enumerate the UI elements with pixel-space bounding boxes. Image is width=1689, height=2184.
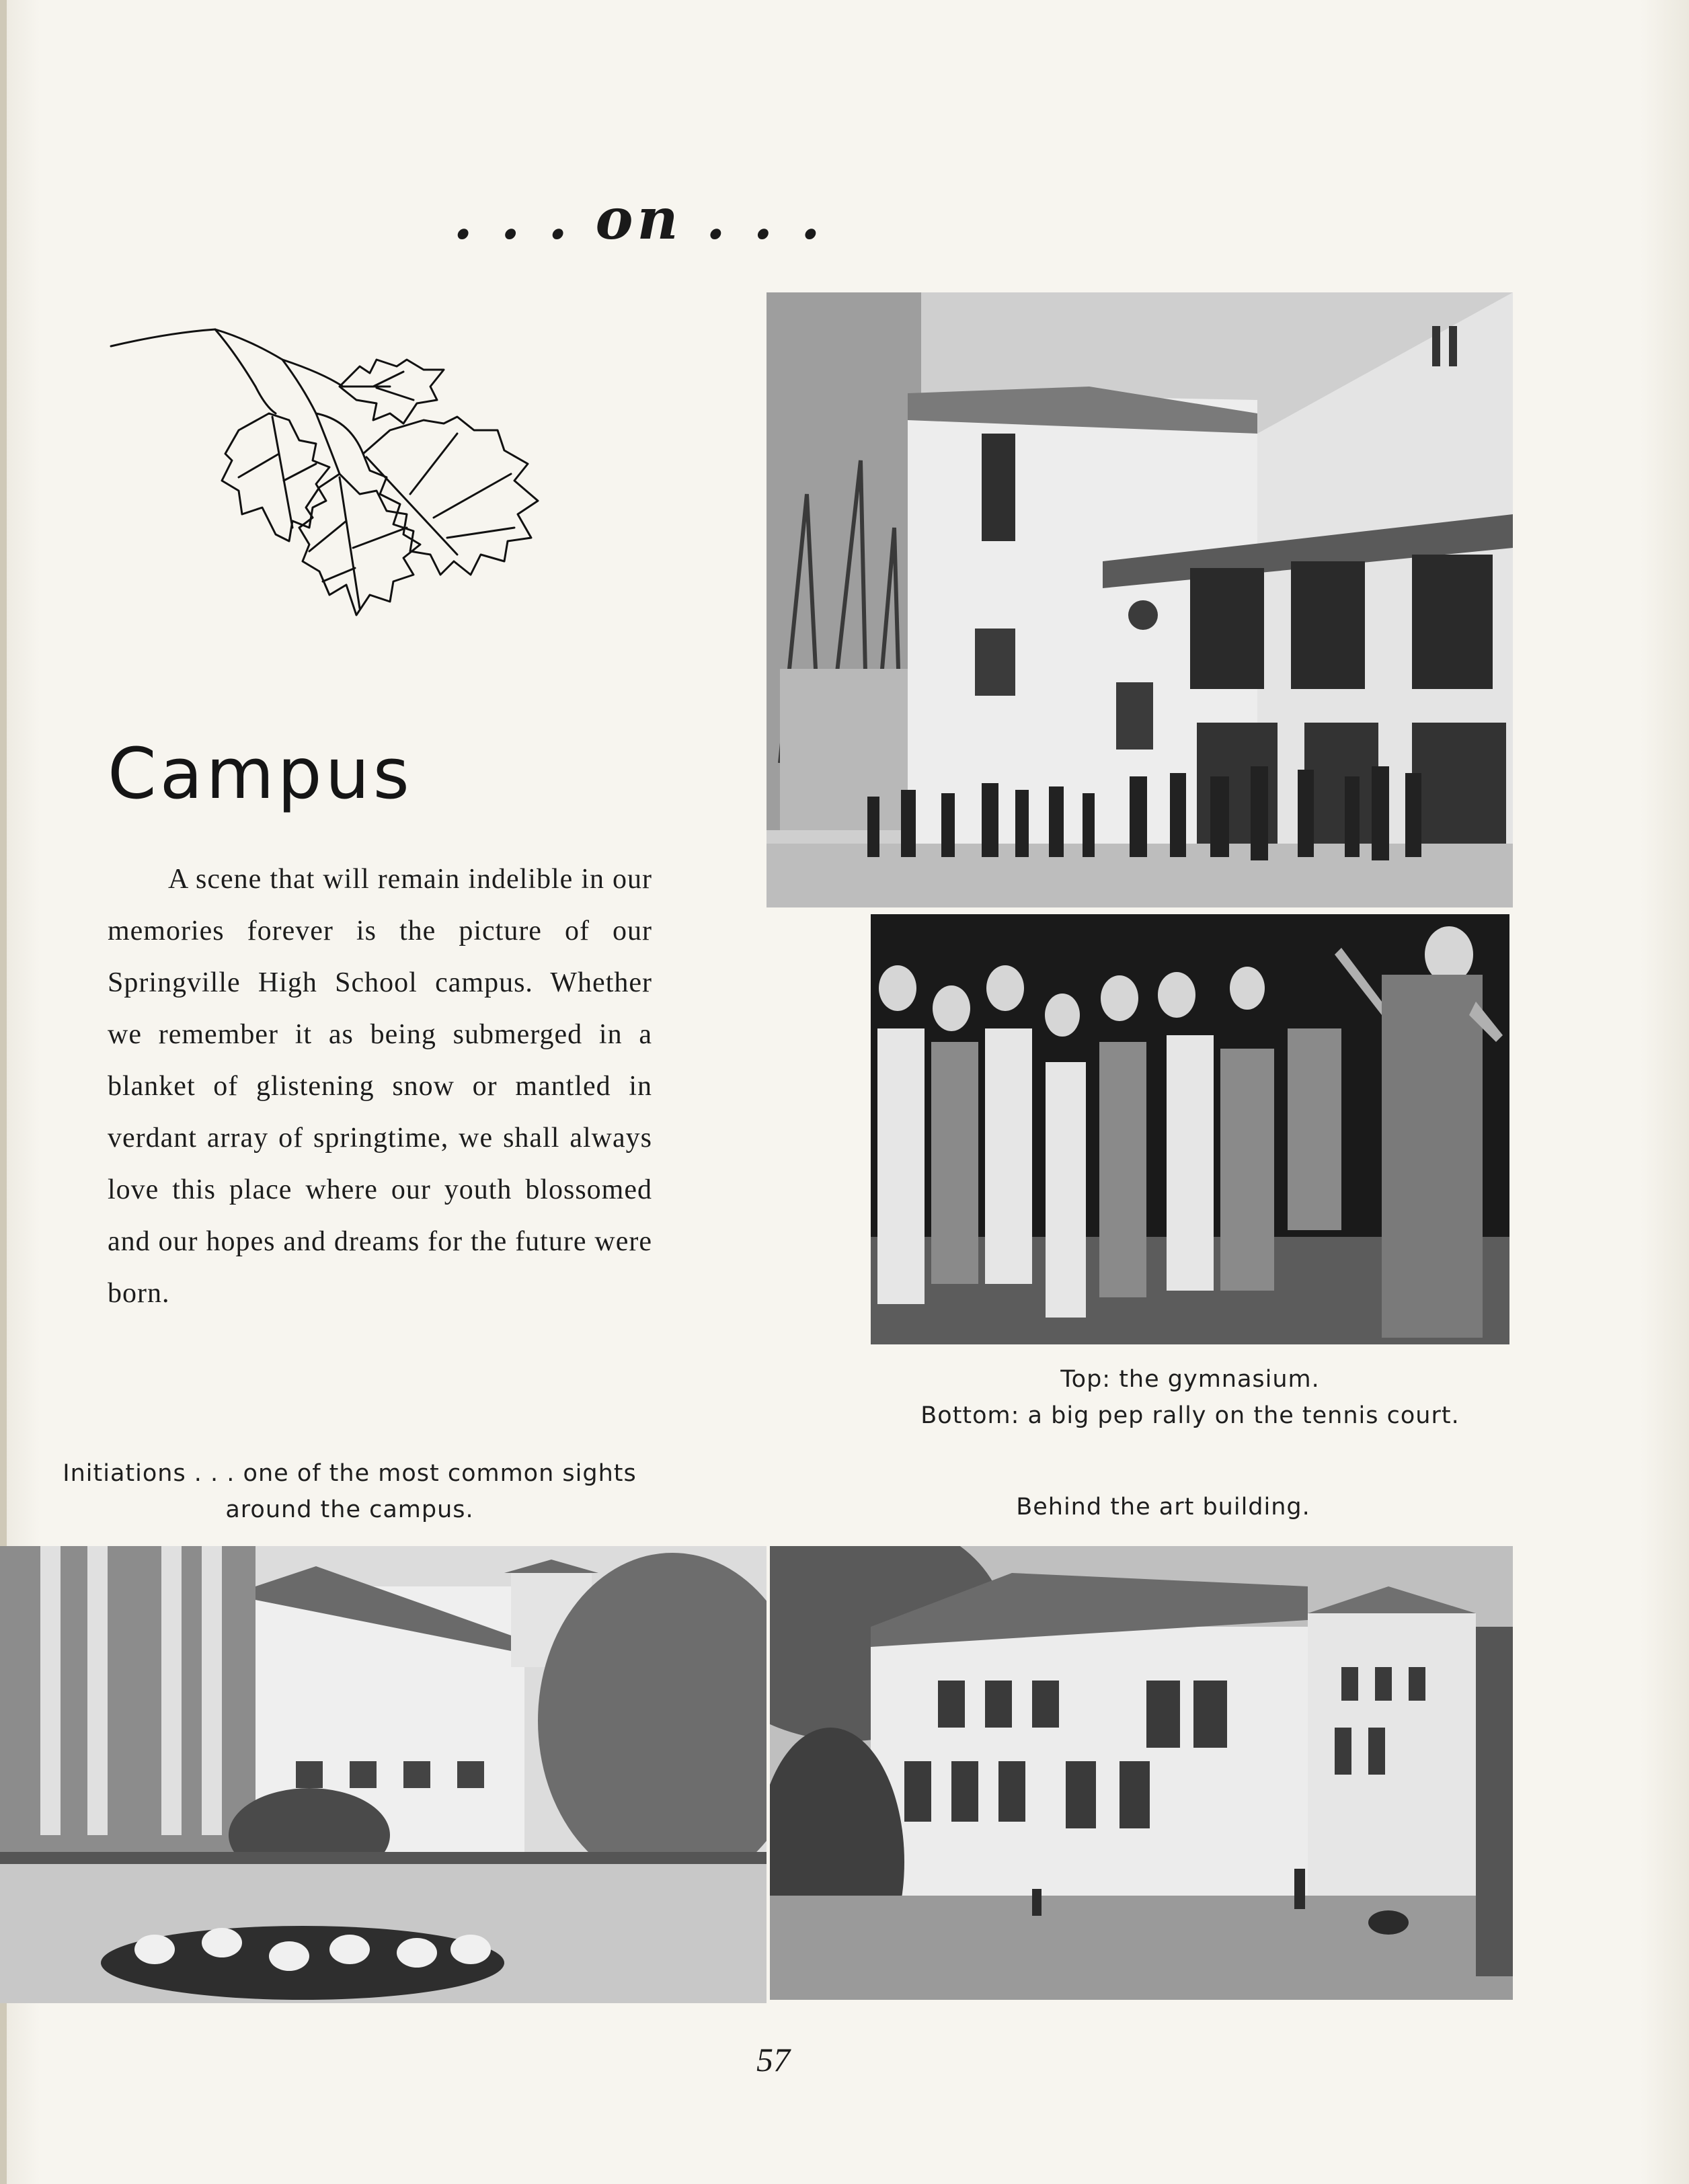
caption-line-bottom: Bottom: a big pep rally on the tennis court. [920,1402,1460,1429]
caption-line-top: Top: the gymnasium. [1060,1366,1320,1393]
pep-rally-photo [871,914,1509,1344]
section-body-text: A scene that will remain indelible in our memories forever is the picture of our Springville High School campus. Whether we remember it as being submerged in a blanket of glistening snow or mantled in verdant array of springtime, we shall always love this place where our youth blossomed and our hopes and dreams for the future were born. [108,864,652,1309]
page-heading: . . . on . . . [453,185,825,252]
gym-rally-caption [867,1361,1513,1434]
initiations-caption [27,1455,672,1528]
art-building-caption: Behind the art building. [1016,1494,1310,1521]
initiations-photo [0,1546,767,2003]
initiations-caption-line2: around the campus. [225,1496,474,1523]
initiations-caption-line1: Initiations . . . one of the most common sights [63,1460,637,1487]
section-title: Campus [108,733,413,815]
page-number: 57 [756,2041,790,2078]
art-building-photo [770,1546,1513,2000]
gymnasium-photo [767,292,1513,907]
leaf-illustration [108,286,619,689]
